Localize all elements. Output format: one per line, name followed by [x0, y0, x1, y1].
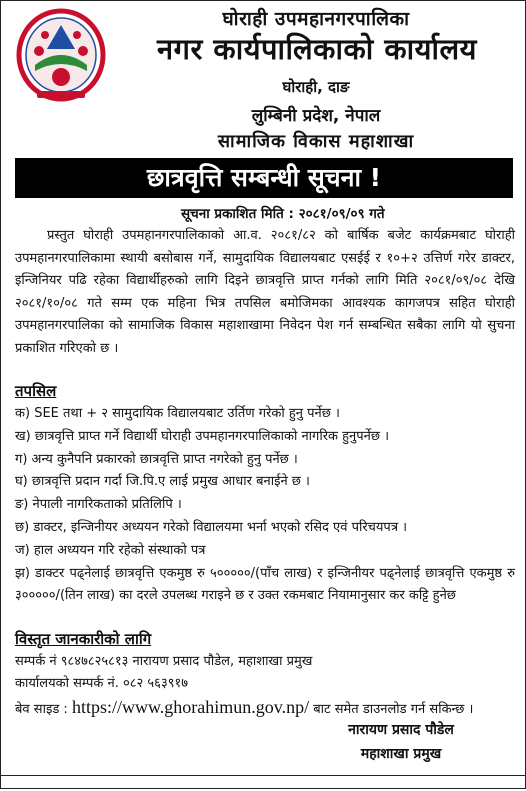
- nepal-emblem-icon: [15, 5, 107, 103]
- office-name-line2: नगर कार्यपालिकाको कार्यालय: [157, 32, 477, 66]
- office-contact: कार्यालयको सम्पर्क नं. ०८२ ५६३९१७: [15, 676, 188, 691]
- address-province: लुम्बिनी प्रदेश, नेपाल: [251, 106, 381, 126]
- address-city: घोराही, दाङ: [282, 78, 350, 96]
- contact-person: सम्पर्क नं ९८४७८२५८१३ नारायण प्रसाद पौडेल, महाशाखा प्रमुख: [15, 654, 313, 669]
- website-info: [15, 696, 515, 721]
- details-heading: विस्तृत जानकारीको लागि: [15, 630, 152, 648]
- letterhead: [1, 1, 526, 161]
- list-item: ख) छात्रवृत्ति प्राप्त गर्ने विद्यार्थी घोराही उपमहानगरपालिकाको नागरिक हुनुपर्नेछ ।: [15, 428, 390, 444]
- notice-body-paragraph: प्रस्तुत घोराही उपमहानगरपालिकाको आ.व. २०८१/८२ को बार्षिक बजेट कार्यक्रमबाट घोराही उपमहानगरपालिकामा स्थायी बसोबास गर्ने, सामुदायिक विद्यालयबाट एसईई र १०+२ उत्तिर्ण गरेर डाक्टर, इन्जिनियर पढि रहेका विद्यार्थीहरुको लागि दिइने छात्रवृत्ति प्राप्त गर्नको लागि मिति २०८१/०९/०८ देखि २०८१/१०/०८ गते सम्म एक महिना भित्र तपसिल बमोजिमका आवश्यक कागजपत्र सहित घोराही उपमहानगरपालिका को सामाजिक विकास महाशाखामा निवेदन पेश गर्न सम्बन्धित सबैका लागि यो सुचना प्रकाशित गरिएको छ ।: [15, 228, 515, 356]
- list-item: ग) अन्य कुनैपनि प्रकारको छात्रवृत्ति प्राप्त नगरेको हुनु पर्नेछ ।: [15, 451, 298, 467]
- notice-title: छात्रवृत्ति सम्बन्धी सूचना !: [15, 158, 513, 198]
- department-name: सामाजिक विकास महाशाखा: [217, 131, 415, 152]
- requirements-list: [15, 403, 515, 608]
- published-date: सूचना प्रकाशित मिति : २०८१/०९/०९ गते: [181, 206, 385, 222]
- list-item: ङ) नेपाली नागरिकताको प्रतिलिपि ।: [15, 497, 182, 513]
- signatory-name: नारायण प्रसाद पौडेल: [348, 722, 454, 738]
- website-prefix: बेव साइड :: [15, 702, 68, 717]
- office-name-line1: घोराही उपमहानगरपालिका: [222, 8, 410, 30]
- website-link[interactable]: https://www.ghorahimun.gov.np/: [71, 697, 310, 717]
- list-item: ज) हाल अध्ययन गरि रहेको संस्थाको पत्र: [15, 542, 206, 558]
- list-item: क) SEE तथा + २ सामुदायिक विद्यालयबाट उर्तिण गरेको हुनु पर्नेछ ।: [15, 406, 340, 421]
- signatory-title: महाशाखा प्रमुख: [360, 746, 442, 762]
- list-item: झ) डाक्टर पढ्नेलाई छात्रवृत्ति एकमुष्ठ रु ५०००००/(पाँच लाख) र इन्जिनीयर पढ्नेलाई छात्रवृत्ति एकमुष्ठ रु ३०००००/(तिन लाख) का दरले उपलब्ध गराइने छ र उक्त रकमबाट नियामानुसार कर कट्टि हुनेछ: [15, 565, 515, 604]
- list-item: छ) डाक्टर, इन्जिनीयर अध्ययन गरेको विद्यालयमा भर्ना भएको रसिद एवं परिचयपत्र ।: [15, 519, 408, 535]
- notice-body: [15, 225, 515, 360]
- website-suffix: बाट समेत डाउनलोड गर्न सकिन्छ ।: [313, 702, 474, 717]
- tapasil-heading: तपसिल: [15, 382, 57, 400]
- list-item: घ) छात्रवृत्ति प्रदान गर्दा जि.पि.ए लाई प्रमुख आधार बनाईने छ ।: [15, 474, 310, 490]
